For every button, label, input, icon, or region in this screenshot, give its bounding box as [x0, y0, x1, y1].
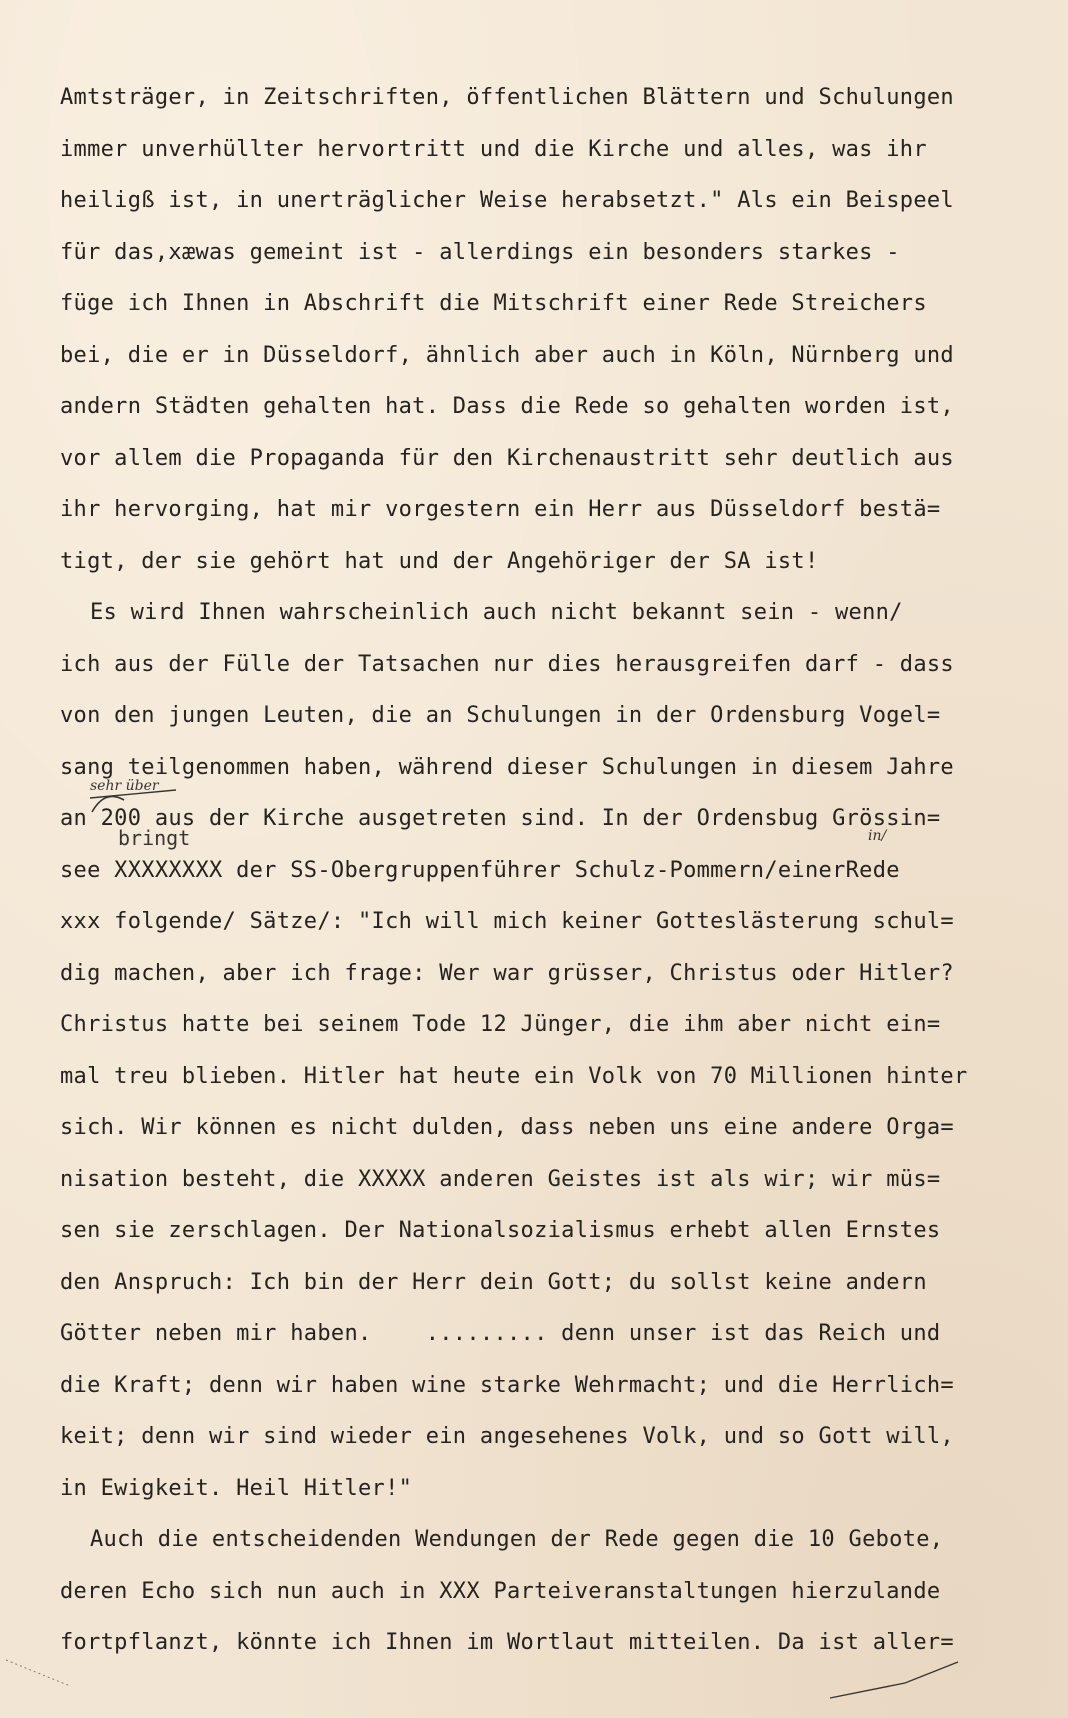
text-line-30: deren Echo sich nun auch in XXX Parteiveranstaltungen hierzulande [60, 1578, 941, 1604]
text-line-24: den Anspruch: Ich bin der Herr dein Gott; du sollst keine andern [60, 1269, 927, 1295]
underline-stroke-mark [90, 790, 176, 798]
text-line-31: fortpflanzt, könnte ich Ihnen im Wortlaut mitteilen. Da ist aller= [60, 1630, 954, 1655]
insertion-caret-mark [92, 796, 124, 812]
text-line-27: keit; denn wir sind wieder ein angesehenes Volk, und so Gott will, [60, 1424, 954, 1449]
text-line-2: immer unverhüllter hervortritt und die Kirche und alles, was ihr [60, 136, 927, 162]
text-line-3: heiligß ist, in unerträglicher Weise herabsetzt." Als ein Beispeel [60, 188, 954, 213]
text-line-6: bei, die er in Düsseldorf, ähnlich aber auch in Köln, Nürnberg und [60, 342, 954, 368]
text-line-9: ihr hervorging, hat mir vorgestern ein Herr aus Düsseldorf bestä= [60, 497, 941, 522]
text-line-4: für das,xæwas gemeint ist - allerdings ein besonders starkes - [60, 239, 900, 265]
text-line-13: von den jungen Leuten, die an Schulungen in der Ordensburg Vogel= [60, 703, 941, 728]
margin-pen-stroke [830, 1662, 958, 1698]
text-line-14: sang teilgenommen haben, während dieser Schulungen in diesem Jahre [60, 754, 954, 780]
text-line-15: an 200 aus der Kirche ausgetreten sind. In der Ordensbug Grössin= [60, 806, 941, 831]
text-line-22: nisation besteht, die XXXXX anderen Geistes ist als wir; wir müs= [60, 1166, 941, 1192]
typed-insertion-bringt: bringt [118, 826, 191, 850]
text-line-28: in Ewigkeit. Heil Hitler!" [60, 1475, 413, 1501]
text-line-1: Amtsträger, in Zeitschriften, öffentlichen Blättern und Schulungen [60, 85, 954, 110]
text-line-25: Götter neben mir haben. ......... denn unser ist das Reich und [60, 1321, 941, 1346]
text-line-26: die Kraft; denn wir haben wine starke Wehrmacht; und die Herrlich= [60, 1372, 954, 1398]
text-line-29: Auch die entscheidenden Wendungen der Rede gegen die 10 Gebote, [90, 1527, 944, 1552]
text-line-16: see XXXXXXXX der SS-Obergruppenführer Schulz-Pommern/einerRede [60, 857, 900, 883]
text-line-12: ich aus der Fülle der Tatsachen nur dies herausgreifen darf - dass [60, 651, 954, 677]
text-line-5: füge ich Ihnen in Abschrift die Mitschrift einer Rede Streichers [60, 291, 927, 316]
text-line-20: mal treu blieben. Hitler hat heute ein Volk von 70 Millionen hinter [60, 1063, 968, 1089]
text-line-23: sen sie zerschlagen. Der Nationalsozialismus erhebt allen Ernstes [60, 1218, 941, 1243]
text-line-10: tigt, der sie gehört hat und der Angehöriger der SA ist! [60, 548, 819, 574]
text-line-19: Christus hatte bei seinem Tode 12 Jünger, die ihm aber nicht ein= [60, 1012, 941, 1037]
text-line-11: Es wird Ihnen wahrscheinlich auch nicht bekannt sein - wenn/ [90, 600, 903, 625]
text-line-21: sich. Wir können es nicht dulden, dass neben uns eine andere Orga= [60, 1115, 954, 1140]
handwritten-annotation-sehr-ueber: sehr über [90, 778, 159, 794]
text-line-17: xxx folgende/ Sätze/: "Ich will mich keiner Gotteslästerung schul= [60, 909, 954, 934]
margin-smudge-mark [6, 1660, 70, 1686]
text-line-8: vor allem die Propaganda für den Kirchenaustritt sehr deutlich aus [60, 445, 954, 471]
text-line-18: dig machen, aber ich frage: Wer war grüsser, Christus oder Hitler? [60, 960, 954, 986]
text-line-7: andern Städten gehalten hat. Dass die Rede so gehalten worden ist, [60, 394, 954, 419]
handwritten-annotation-in: in/ [868, 828, 887, 844]
